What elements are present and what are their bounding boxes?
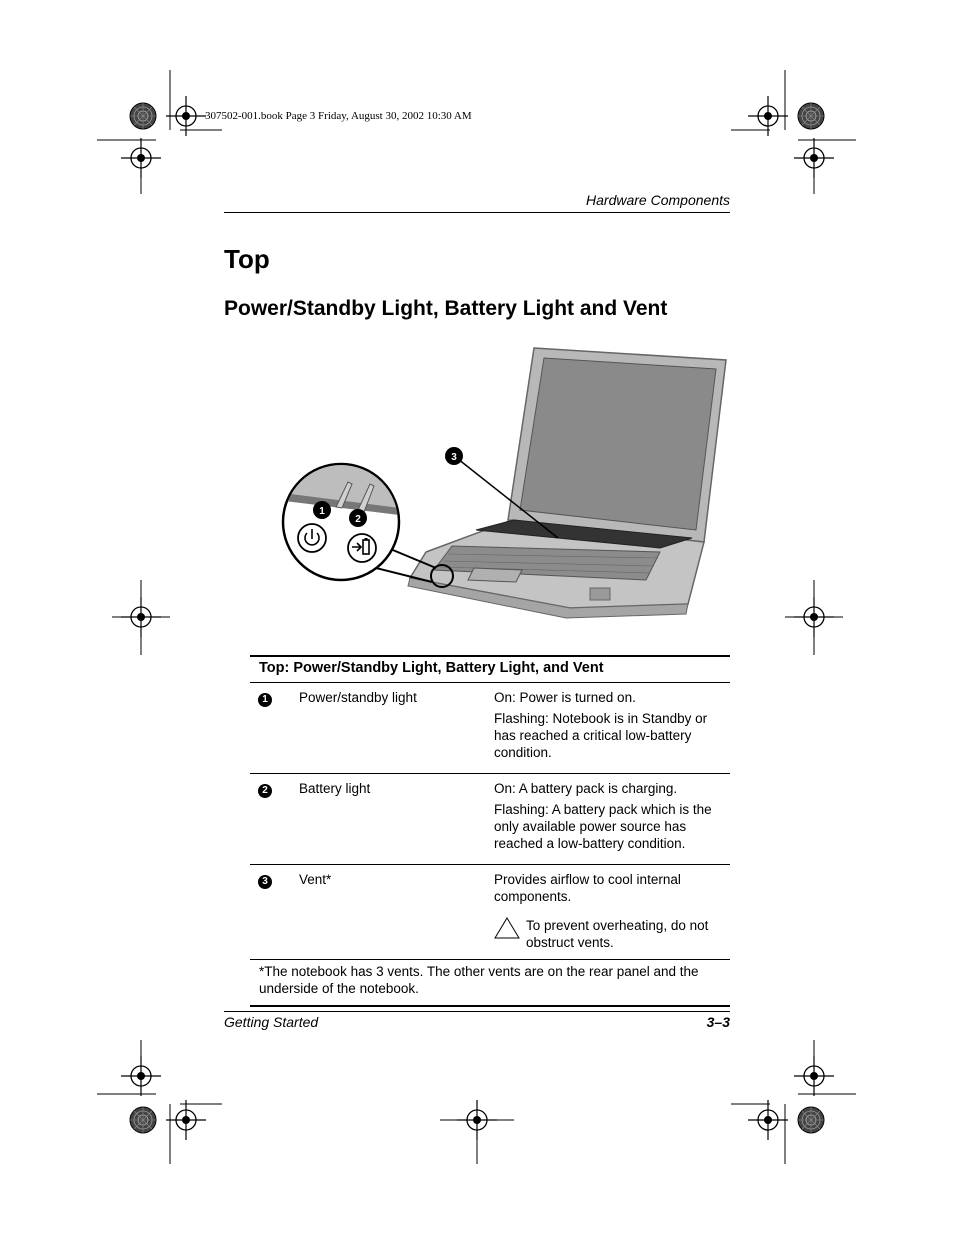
component-name: Power/standby light	[299, 683, 494, 774]
section-heading: Top	[224, 244, 270, 274]
subsection-heading: Power/Standby Light, Battery Light and Vent	[224, 297, 668, 320]
row-number: 1	[258, 693, 272, 707]
page-number: 3–3	[706, 1014, 730, 1030]
battery-icon	[348, 534, 376, 562]
component-description: On: Power is turned on.	[494, 690, 636, 705]
callout-2-label: 2	[355, 514, 361, 525]
print-slug: 307502-001.book Page 3 Friday, August 30, 2002 10:30 AM	[205, 110, 472, 122]
table-title: Top: Power/Standby Light, Battery Light, and Vent	[250, 656, 730, 683]
running-header: Hardware Components	[586, 192, 730, 208]
component-description: On: A battery pack is charging.	[494, 781, 678, 796]
footer-book-title: Getting Started	[224, 1014, 319, 1030]
component-description: Flashing: Notebook is in Standby or has reached a critical low-battery condition.	[494, 711, 708, 760]
table-row	[250, 865, 730, 960]
row-number: 3	[258, 875, 272, 889]
component-name: Battery light	[299, 774, 494, 865]
caution-icon	[494, 917, 520, 939]
table-row	[250, 774, 730, 865]
component-description: Provides airflow to cool internal components.	[494, 872, 681, 904]
header-rule	[224, 212, 730, 213]
callout-1-label: 1	[319, 506, 325, 517]
components-table	[250, 655, 730, 1007]
row-number: 2	[258, 784, 272, 798]
notebook-illustration	[276, 342, 736, 622]
caution-text: To prevent overheating, do not obstruct vents.	[526, 918, 709, 950]
caution-note	[494, 917, 722, 951]
table-footnote-row	[250, 960, 730, 1007]
table-footnote: *The notebook has 3 vents. The other vents are on the rear panel and the underside of the notebook.	[250, 960, 730, 1007]
component-name: Vent*	[299, 865, 494, 960]
callout-3-label: 3	[451, 452, 457, 463]
component-description: Flashing: A battery pack which is the only available power source has reached a low-battery condition.	[494, 802, 712, 851]
footer-rule	[224, 1011, 730, 1012]
table-row	[250, 683, 730, 774]
display-screen	[520, 358, 716, 530]
touchpad	[468, 568, 522, 582]
